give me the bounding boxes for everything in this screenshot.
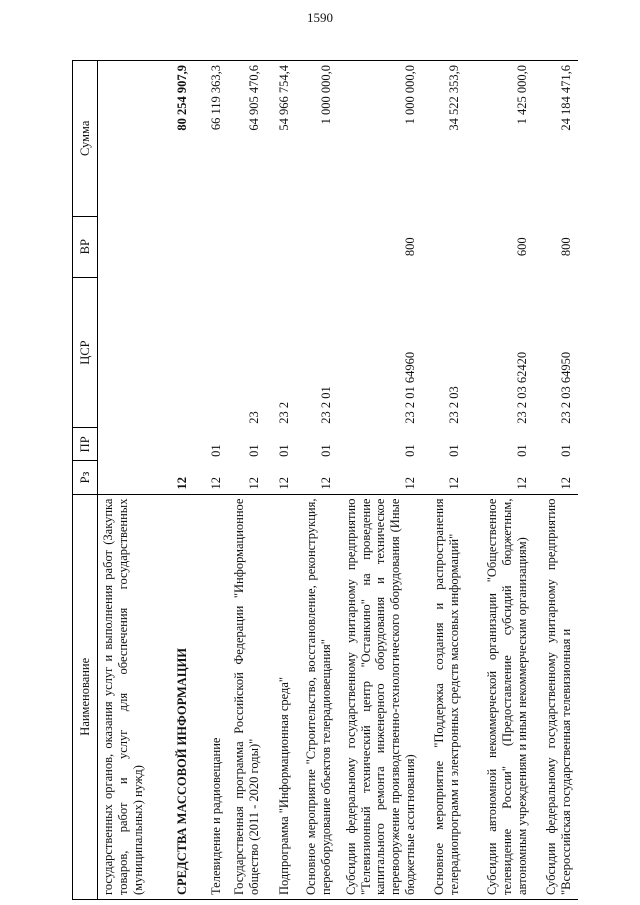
table-row <box>228 61 266 900</box>
row-rz: 12 <box>266 461 296 494</box>
row-rz: 12 <box>194 461 228 494</box>
row-csr: 23 2 <box>276 401 291 424</box>
row-name: Основное мероприятие "Строительство, восстановление, реконструкция, переоборудование объектов телерадиовещания" <box>296 494 338 899</box>
row-csr: 23 2 01 64960 <box>402 351 417 424</box>
header-vr: ВР <box>73 216 98 277</box>
row-csr <box>160 277 194 427</box>
row-sum: 64 905 470,6 <box>228 61 266 217</box>
row-vr <box>296 216 338 277</box>
row-pr: 01 <box>246 444 261 457</box>
row-name: СРЕДСТВА МАССОВОЙ ИНФОРМАЦИИ <box>160 494 194 899</box>
header-csr: ЦСР <box>73 277 98 427</box>
row-rz: 12 <box>296 461 338 494</box>
row-pr: 01 <box>514 444 529 457</box>
page-number: 1590 <box>307 10 333 25</box>
budget-table <box>72 60 578 900</box>
row-rz: 12 <box>338 461 422 494</box>
row-name: Государственная программа Российской Федерации "Информационное общество (2011 - 2020 годы)" <box>228 494 266 899</box>
table-row <box>422 61 466 900</box>
row-name: Телевидение и радиовещание <box>194 494 228 899</box>
table-row <box>194 61 228 900</box>
table-row <box>534 61 578 900</box>
row-name: Субсидии федеральному государственному унитарному предприятию "Телевизионный технический центр "Останкино" на проведение капитального ремонта инженерного оборудования и техническое перевооружение производственно-технологического оборудования (Иные бюджетные ассигнования) <box>338 494 422 899</box>
rotated-table-container <box>72 60 573 900</box>
row-rz <box>98 461 160 494</box>
row-name: государственных органов, оказания услуг и выполнения работ (Закупка товаров, работ и услуг для обеспечения государственных (муниципальных) нужд) <box>98 494 160 899</box>
row-rz: 12 <box>228 461 266 494</box>
header-sum: Сумма <box>73 61 98 217</box>
row-sum: 1 000 000,0 <box>296 61 338 217</box>
row-csr: 23 2 01 <box>318 386 333 424</box>
row-csr: 23 <box>246 411 261 424</box>
row-sum: 54 966 754,4 <box>266 61 296 217</box>
row-csr: 23 2 03 62420 <box>514 351 529 424</box>
table-header-row <box>73 61 98 900</box>
row-csr <box>194 277 228 427</box>
row-sum: 66 119 363,3 <box>194 61 228 217</box>
row-name: Субсидии федеральному государственному унитарному предприятию "Всероссийская государственная телевизионная и <box>534 494 578 899</box>
row-name: Основное мероприятие "Поддержка создания и распространения телерадиопрограмм и электронных средств массовых информаций" <box>422 494 466 899</box>
table-row <box>160 61 194 900</box>
table-row <box>98 61 160 900</box>
row-sum: 24 184 471,6 <box>534 61 578 217</box>
row-vr: 800 <box>558 237 573 257</box>
row-csr <box>98 277 160 427</box>
row-sum: 34 522 353,9 <box>422 61 466 217</box>
row-sum: 80 254 907,9 <box>160 61 194 217</box>
table-row <box>466 61 534 900</box>
table-row <box>266 61 296 900</box>
header-pr: ПР <box>73 428 98 461</box>
row-name: Субсидии автономной некоммерческой организации "Общественное телевидение России" (Предоставление субсидий бюджетным, автономным учреждениям и иным некоммерческим организациям) <box>466 494 534 899</box>
row-pr <box>98 428 160 461</box>
table-row <box>338 61 422 900</box>
row-pr: 01 <box>208 444 223 457</box>
row-vr <box>98 216 160 277</box>
row-sum: 1 425 000,0 <box>466 61 534 217</box>
row-rz: 12 <box>422 461 466 494</box>
row-name: Подпрограмма "Информационная среда" <box>266 494 296 899</box>
row-vr: 600 <box>514 237 529 257</box>
header-name: Наименование <box>73 494 98 899</box>
table-row <box>296 61 338 900</box>
row-rz: 12 <box>160 461 194 494</box>
row-rz: 12 <box>466 461 534 494</box>
row-vr: 800 <box>402 237 417 257</box>
header-rz: Рз <box>73 461 98 494</box>
row-pr <box>160 428 194 461</box>
row-vr <box>160 216 194 277</box>
row-pr: 01 <box>276 444 291 457</box>
row-sum <box>98 61 160 217</box>
row-pr: 01 <box>318 444 333 457</box>
row-sum: 1 000 000,0 <box>338 61 422 217</box>
row-csr: 23 2 03 64950 <box>558 351 573 424</box>
row-rz: 12 <box>534 461 578 494</box>
row-pr: 01 <box>446 444 461 457</box>
row-vr <box>228 216 266 277</box>
row-vr <box>422 216 466 277</box>
row-vr <box>194 216 228 277</box>
row-pr: 01 <box>402 444 417 457</box>
row-vr <box>266 216 296 277</box>
row-csr: 23 2 03 <box>446 386 461 424</box>
row-pr: 01 <box>558 444 573 457</box>
